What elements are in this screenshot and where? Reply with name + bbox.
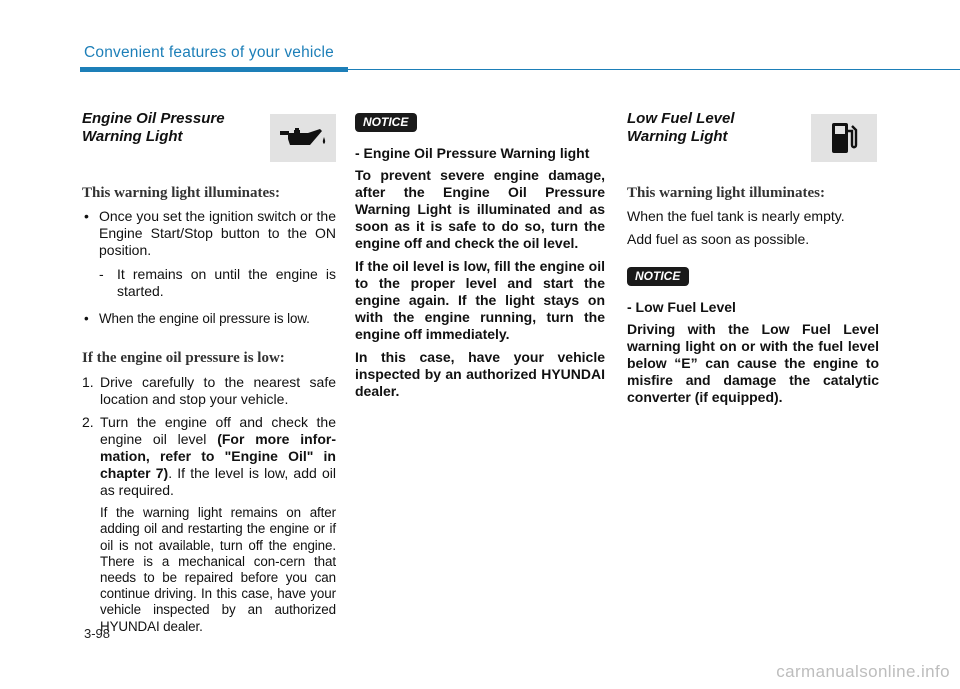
oil-notice-para2: If the oil level is low, fill the engine oil to the proper level and start the engine again. If the light stays on with the engine running, turn the engine off immediately. xyxy=(355,258,605,342)
oil-step-1: 1. Drive carefully to the nearest safe location and stop your vehicle. xyxy=(82,374,336,408)
oil-bullet-ignition: • Once you set the ignition switch or the Engine Start/Stop button to the ON position. xyxy=(84,208,336,258)
page-number: 3-98 xyxy=(84,626,111,641)
fuel-subheading-illuminates: This warning light illuminates: xyxy=(627,185,825,201)
oil-can-icon xyxy=(270,114,336,162)
column-low-fuel xyxy=(627,110,879,406)
fuel-notice-body: Driving with the Low Fuel Level warning light on or with the fuel level below “E” can cause the engine to misfire and damage the catalytic converter (if equipped). xyxy=(627,321,879,405)
fuel-line-1: When the fuel tank is nearly empty. xyxy=(627,208,845,224)
oil-subheading-illuminates: This warning light illuminates: xyxy=(82,185,280,201)
oil-dash-item: - It remains on until the engine is started. xyxy=(99,266,336,299)
column-oil-pressure xyxy=(82,110,336,635)
header-divider-line xyxy=(348,69,960,70)
site-watermark: carmanualsonline.info xyxy=(776,662,950,681)
notice-badge: NOTICE xyxy=(355,113,417,132)
header-accent-bar xyxy=(80,67,348,72)
fuel-line-2: Add fuel as soon as possible. xyxy=(627,231,810,247)
oil-bullet-low-pressure: • When the engine oil pressure is low. xyxy=(84,311,310,326)
fuel-pump-icon xyxy=(811,114,877,162)
column-oil-notice xyxy=(355,110,605,400)
oil-notice-para1: To prevent severe engine damage, after the Engine Oil Pressure Warning Light is illuminated and as soon as it is safe to do so, turn the engine off and check the oil level. xyxy=(355,167,605,251)
fuel-notice-title: - Low Fuel Level xyxy=(627,299,736,315)
oil-notice-para3: In this case, have your vehicle inspected by an authorized HYUNDAI dealer. xyxy=(355,349,605,399)
oil-subheading-low: If the engine oil pressure is low: xyxy=(82,350,285,367)
notice-badge: NOTICE xyxy=(627,267,689,286)
low-fuel-title: Low Fuel Level Warning Light xyxy=(627,110,735,145)
section-header-title: Convenient features of your vehicle xyxy=(84,44,334,61)
oil-note: If the warning light remains on after adding oil and restarting the engine or if oil is not available, turn off the engine. There is a mechanical con-cern that needs to be repaired before you can continue driving. In this case, have your vehicle inspected by an authorized HYUNDAI dealer. xyxy=(100,505,336,634)
oil-step-2: 2. Turn the engine off and check the engine oil level (For more infor-mation, refer to "Engine Oil" in chapter 7). If the level is low, add oil as required. xyxy=(82,414,336,499)
oil-notice-title: - Engine Oil Pressure Warning light xyxy=(355,145,590,161)
oil-pressure-title: Engine Oil Pressure Warning Light xyxy=(82,110,225,145)
